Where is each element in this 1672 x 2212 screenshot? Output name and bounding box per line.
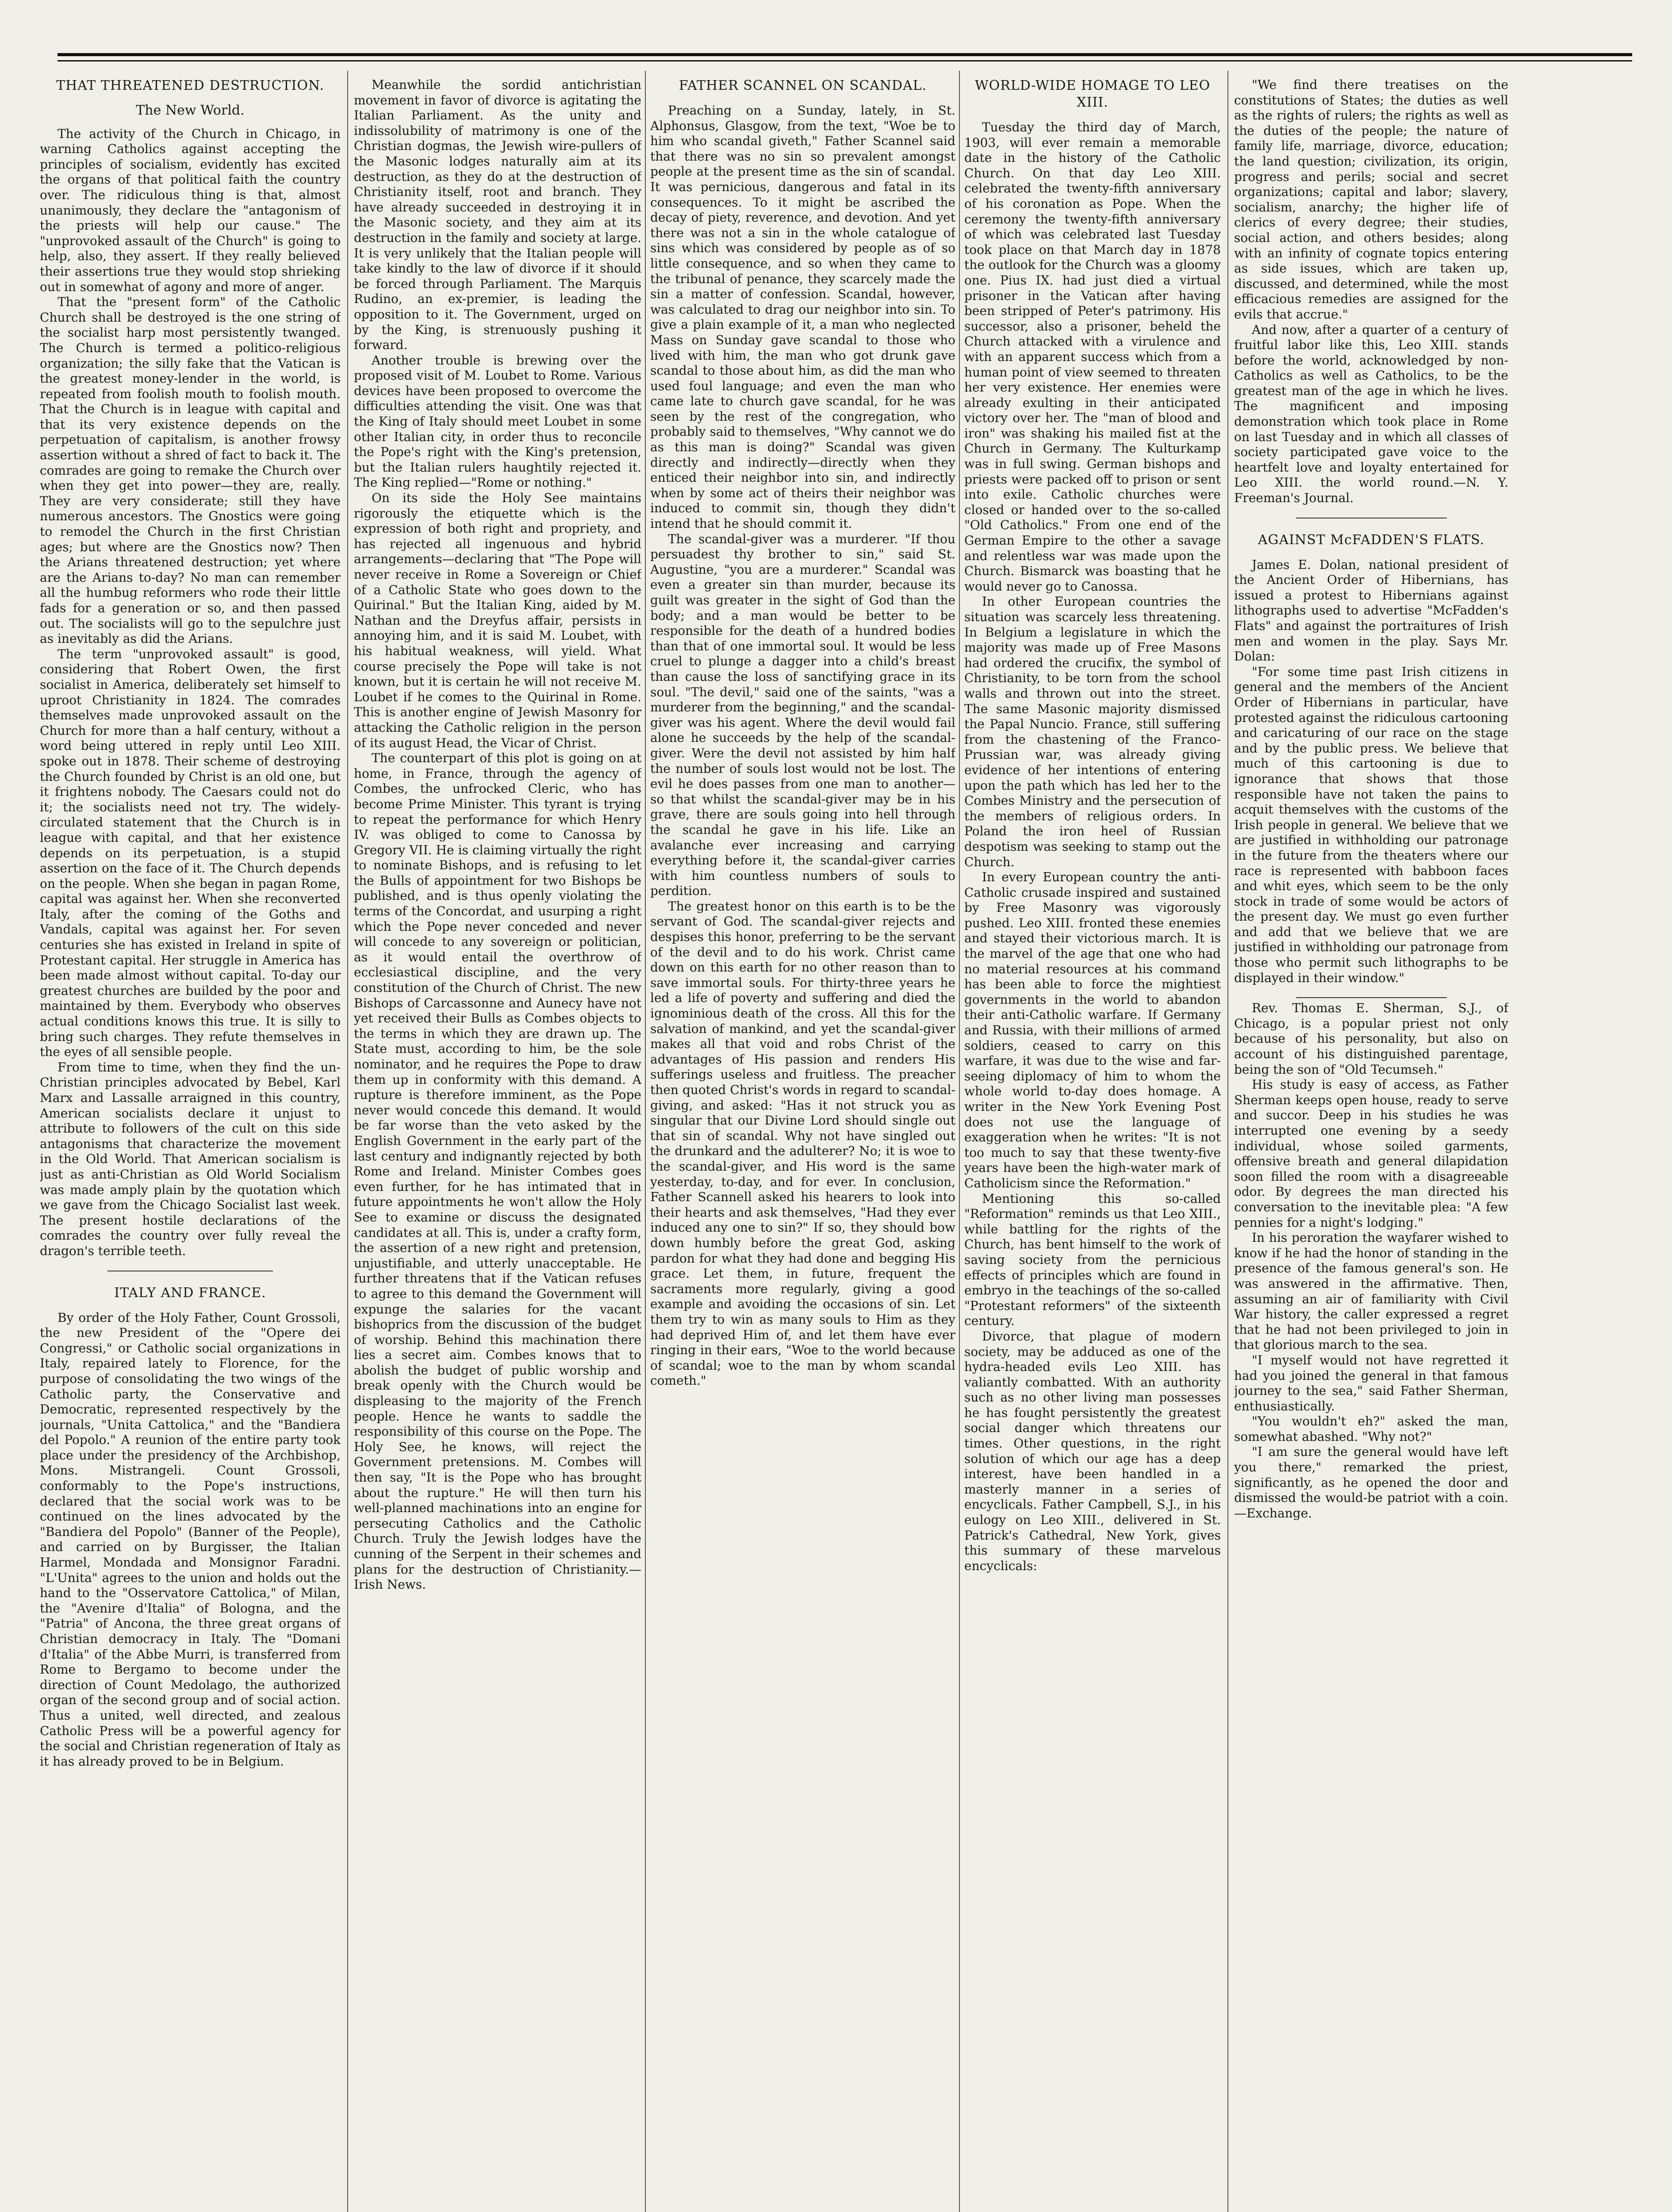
paragraph: The greatest honor on this earth is to be the servant of God. The scandal-giver rejects and despises this honor, preferring to be the servant of the devil and to do his work. Christ came down on this earth for no other reason than to save immortal souls. For thirty-three years he led a life of poverty and suffering and died the ignominious death of the cross. All this for the salvation of mankind, and yet the scandal-giver makes all that void and robs Christ of the advantages of His passion and renders His sufferings useless and fruitless. The preacher then quoted Christ's words in regard to scandal-giving, and asked: "Has it not struck you as singular that our Divine Lord should single out that sin of scandal. Why not have singled out the drunkard and the adulterer? No; it is woe to the scandal-giver, and His word is the same yesterday, to-day, and for ever. In conclusion, Father Scannell asked his hearers to look into their hearts and ask themselves, "Had they ever induced any one to sin?" If so, they should bow down humbly before the great God, asking pardon for what they had done and begging His grace. Let them, in future, frequent the sacraments more regularly, giving a good example and avoiding the occasions of sin. Let them try to win as many souls to Him as they had deprived Him of, and let them have ever ringing in their ears, "Woe to the world because of scandal; woe to the man by whom scandal cometh." [650, 899, 955, 1388]
article-divider [1296, 997, 1447, 998]
paragraph: The counterpart of this plot is going on at home, in France, through the agency of Combes, the unfrocked Cleric, who has become Prime Minister. This tyrant is trying to repeat the performance for which Henry IV. was obliged to come to Canossa by Gregory VII. He is claiming virtually the right to nominate Bishops, and is refusing to let the Bulls of appointment for two Bishops be published, and is thus openly violating the terms of the Concordat, and usurping a right which the Pope never conceded and never will concede to any sovereign or politician, as it would entail the overthrow of ecclesiastical discipline, and the very constitution of the Church of Christ. The new Bishops of Carcassonne and Aunecy have not yet received their Bulls as Combes objects to the terms in which they are drawn up. The State must, according to him, be the sole nominator, and he requires the Pope to draw them up in conformity with this demand. A rupture is therefore imminent, as the Pope never would concede this demand. It would be far worse than the veto asked by the English Government in the early part of the last century and indignantly rejected by both Rome and Ireland. Minister Combes goes even further, for he has intimated that in future appointments he won't allow the Holy See to examine or discuss the designated candidates at all. This is, under a crafty form, the assertion of a new right and pretension, unjustifiable, and utterly unacceptable. He further threatens that if the Vatican refuses to agree to this demand the Government will expunge the salaries for the vacant bishoprics from the discussion of the budget of worship. Behind this machination there lies a secret aim. Combes knows that to abolish the budget of public worship and break openly with the Church would be displeasing to the majority of the French people. Hence he wants to saddle the responsibility of this course on the Pope. The Holy See, he knows, will reject the Government pretensions. M. Combes will then say, "It is the Pope who has brought about the rupture." He will then turn his well-planned machinations into an engine for persecuting Catholics and the Catholic Church. Truly the Jewish lodges have the cunning of the Serpent in their schemes and plans for the destruction of Christianity.—Irish News. [354, 751, 641, 1592]
paragraph: Another trouble is brewing over the proposed visit of M. Loubet to Rome. Various devices have been proposed to overcome the difficulties attending the visit. One was that the King of Italy should meet Loubet in some other Italian city, in order thus to reconcile the Pope's right with the King's pretension, but the Italian rulers haughtily rejected it. The King replied—"Rome or nothing." [354, 353, 641, 490]
column-separator [959, 71, 960, 2212]
paragraph: "We find there treatises on the constitutions of States; the duties as well as the rights of rulers; the rights as well as the duties of the people; the nature of family life, marriage, divorce, education; the land question; civilization, its origin, progress and perils; social and secret organizations; capital and labor; slavery, socialism, anarchy; the higher life of clerics of every degree; their studies, social action, and others besides; along with an infinity of cognate topics entering as side issues, which are taken up, discussed, and determined, while the most efficacious remedies are assigned for the evils that accrue." [1234, 77, 1508, 322]
article-title-threatened: THAT THREATENED DESTRUCTION. [56, 78, 324, 93]
column-separator [1227, 71, 1228, 2212]
article-source: The New World. [136, 103, 245, 118]
paragraph: And now, after a quarter of a century of fruitful labor like this, Leo XIII. stands before the world, acknowledged by non-Catholics as well as Catholics, to be the greatest man of the age in which he lives. The magnificent and imposing demonstration which took place in Rome on last Tuesday and in which all classes of society participated gave voice to the heartfelt love and loyalty entertained for Leo XIII. the world round.—N. Y. Freeman's Journal. [1234, 322, 1508, 506]
article-title-homage: WORLD-WIDE HOMAGE TO LEO XIII. [974, 78, 1211, 110]
paragraph: In every European country the anti-Catholic crusade inspired and sustained by Free Masonry was vigorously pushed. Leo XIII. fronted these enemies and stayed their victorious march. It is the marvel of the age that one who had no material resources at his command has been able to force the mightiest governments in the world to abandon their anti-Catholic warfare. If Germany and Russia, with their millions of armed soldiers, ceased to carry on this warfare, it was due to the wise and far-seeing diplomacy of him to whom the whole world to-day does homage. A writer in the New York Evening Post does not use the language of exaggeration when he writes: "It is not too much to say that these twenty-five years have been the high-water mark of Catholicism since the Reformation." [964, 870, 1221, 1190]
paragraph: The activity of the Church in Chicago, in warning Catholics against accepting the principles of socialism, evidently has excited the organs of that political faith the country over. The ridiculous thing is that, almost unanimously, they declare the "antagonism of the priests will help our cause." The "unprovoked assault of the Church" is going to help, also, they assert. If they really believed their assertions true they would stop shrieking out in somewhat of agony and more of anger. [40, 126, 341, 294]
paragraph: Tuesday the third day of March, 1903, will ever remain a memorable date in the history of the Catholic Church. On that day Leo XIII. celebrated the twenty-fifth anniversary of his coronation as Pope. When the ceremony the twenty-fifth anniversary of which was celebrated last Tuesday took place on that March day in 1878 the outlook for the Church was a gloomy one. Pius IX. had just died a virtual prisoner in the Vatican after having been stripped of Peter's patrimony. His successor, also a prisoner, beheld the Church attacked with a virulence and with an apparent success which from a human point of view seemed to threaten her very existence. Her enemies were already exulting in their anticipated victory over her. The "man of blood and iron" was shaking his mailed fist at the Church in Germany. The Kulturkamp was in full swing. German bishops and priests were packed off to prison or sent into exile. Catholic churches were closed or handed over to the so-called "Old Catholics." From one end of the German Empire to the other a savage and relentless war was made upon the Church. Bismarck was boasting that he would never go to Canossa. [964, 120, 1221, 594]
article-title-scannel: FATHER SCANNEL ON SCANDAL. [679, 78, 927, 93]
paragraph: From time to time, when they find the un-Christian principles advocated by Bebel, Karl Marx and Lassalle arraigned in this country, American socialists declare it unjust to attribute to followers of the cult on this side antagonisms that characterize the movement in the Old World. That American socialism is just as anti-Christian as Old World Socialism was made amply plain by the quotation which we gave from the Chicago Socialist last week. The present hostile declarations of the comrades the country over fully reveal the dragon's terrible teeth. [40, 1060, 341, 1258]
paragraph: On its side the Holy See maintains rigorously the etiquette which is the expression of both right and propriety, and has rejected all ingenuous and hybrid arrangements—declaring that "The Pope will never receive in Rome a Sovereign or Chief of a Catholic State who goes down to the Quirinal." But the Italian King, aided by M. Nathan and the Dreyfus affair, persists in annoying him, and it is said M. Loubet, with his habitual weakness, will yield. What course precisely the Pope will take is not known, but it is certain he will not receive M. Loubet if he comes to the Quirinal in Rome. This is another engine of Jewish Masonry for attacking the Catholic religion in the person of its august Head, the Vicar of Christ. [354, 491, 641, 750]
column-2 [354, 77, 641, 2212]
paragraph: That the "present form" of the Catholic Church shall be destroyed is the one string of the socialist harp most persistently twanged. The Church is termed a politico-religious organization; the silly fake that the Vatican is the greatest money-lender in the world, is repeated from foolish mouth to foolish mouth. That the Church is in league with capital and that its very existence depends on the perpetuation of capitalism, is another frowsy assertion without a shred of fact to back it. The comrades are going to remake the Church over when they get into power—they are, really. They are very considerate; still they have numerous ancestors. The Gnostics were going to remodel the Church in the first Christian ages; but where are the Gnostics now? Then the Arians threatened destruction; yet where are the Arians to-day? No man can remember all the humbug reformers who rode their little fads for a generation or so, and then passed out. The socialists will go to the sepulchre just as inevitably as did the Arians. [40, 295, 341, 646]
paragraph: "For some time past Irish citizens in general and the members of the Ancient Order of Hibernians in particular, have protested against the ridiculous cartooning and caricaturing of our race on the stage and by the public press. We believe that much of this cartooning is due to ignorance that shows that those responsible have not taken the pains to acquit themselves with the customs of the Irish people in general. We believe that we are justified in withholding our patronage in the future from the theaters where our race is represented with babboon faces and whit eyes, which seem to be the only stock in trade of some would be actors of the present day. We must go even further and add that we believe that we are justified in withholding our patronage from those who permit such lithographs to be displayed in their window." [1234, 664, 1508, 985]
column-5 [1234, 77, 1508, 2212]
paragraph: James E. Dolan, national president of the Ancient Order of Hibernians, has issued a protest to Hibernians against lithographs used to advertise "McFadden's Flats" and against the portraitures of Irish men and women in the play. Says Mr. Dolan: [1234, 557, 1508, 664]
column-1 [40, 77, 341, 2212]
paragraph: "You wouldn't eh?" asked the man, somewhat abashed. "Why not?" [1234, 1414, 1508, 1444]
top-rule [58, 53, 1632, 56]
paragraph: Meanwhile the sordid antichristian movement in favor of divorce is agitating the Italian Parliament. As the unity and indissolubility of matrimony is one of the Christian dogmas, the Jewish wire-pullers of the Masonic lodges naturally aim at its destruction, as they do at the destruction of Christianity itself, root and branch. They have already succeeded in destroying it in the Masonic society, and they aim at its destruction in the family and society at large. It is very unlikely that the Italian people will take kindly to the law of divorce if it should be forced through Parliament. The Marquis Rudino, an ex-premier, is leading the opposition to it. The Government, urged on by the King, is strenuously pushing it forward. [354, 77, 641, 353]
paragraph: In his peroration the wayfarer wished to know if he had the honor of standing in the presence of the famous general's son. He was answered in the affirmative. Then, assuming an air of familiarity with Civil War history, the caller expressed a regret that he had not been privileged to join in that glorious march to the sea. [1234, 1230, 1508, 1352]
column-separator [347, 71, 348, 2212]
column-3 [650, 77, 955, 2212]
paragraph: The term "unprovoked assault" is good, considering that Robert Owen, the first socialist in America, deliberately set himself to uproot Christianity in 1824. The comrades themselves made unprovoked assault on the Church for more than a half century, without a word being uttered in reply until Leo XIII. spoke out in 1878. Their scheme of destroying the Church founded by Christ is an old one, but it frightens nobody. The Caesars could not do it; the socialists need not try. The widely-circulated statement that the Church is in league with capital, and that her existence depends on its perpetuation, is a stupid assertion on the face of it. The Church depends on the people. When she began in pagan Rome, capital was against her. When she reconverted Italy, after the coming of the Goths and Vandals, capital was against her. For seven centuries she has existed in Ireland in spite of Protestant capital. Her struggle in America has been made almost without capital. To-day our greatest churches are builded by the poor and maintained by them. Everybody who observes actual conditions knows this true. It is silly to bring such charges. They refute themselves in the eyes of all sensible people. [40, 646, 341, 1060]
top-rule-thin [58, 60, 1632, 61]
paragraph: "I myself would not have regretted it had you joined the general in that famous journey to the sea," said Father Sherman, enthusiastically. [1234, 1352, 1508, 1413]
paragraph: His study is easy of access, as Father Sherman keeps open house, ready to serve and succor. Deep in his studies he was interrupted one evening by a seedy individual, whose soiled garments, offensive breath and general dilapidation soon filled the room with a disagreeable odor. By degrees the man directed his conversation to the inevitable plea: "A few pennies for a night's lodging." [1234, 1077, 1508, 1230]
column-4 [964, 77, 1221, 2212]
paragraph: By order of the Holy Father, Count Grossoli, the new President of the "Opere dei Congressi," or Catholic social organizations in Italy, repaired lately to Florence, for the purpose of consolidating the two wings of the Catholic party, the Conservative and Democratic, represented respectively by the journals, "Unita Cattolica," and the "Bandiera del Popolo." A reunion of the entire party took place under the presidency of the Archbishop, Mons. Mistrangeli. Count Grossoli, conformably to the Pope's instructions, declared that the social work was to be continued on the lines advocated by the "Bandiera del Popolo" (Banner of the People), and carried on by Burgisser, the Italian Harmel, Mondada and Monsignor Faradni. "L'Unita" agrees to the union and holds out the hand to the "Osservatore Cattolica," of Milan, the "Avenire d'Italia" of Bologna, and the "Patria" of Ancona, the three great organs of Christian democracy in Italy. The "Domani d'Italia" of the Abbe Murri, is transferred from Rome to Bergamo to become under the direction of Count Medolago, the authorized organ of the second group and of social action. Thus a united, well directed, and zealous Catholic Press will be a powerful agency for the social and Christian regeneration of Italy as it has already proved to be in Belgium. [40, 1310, 341, 1769]
paragraph: "I am sure the general would have left you there," remarked the priest, significantly, as he opened the door and dismissed the would-be patriot with a coin.—Exchange. [1234, 1444, 1508, 1521]
article-title-italy: ITALY AND FRANCE. [114, 1285, 266, 1301]
paragraph: The scandal-giver was a murderer. "If thou persuadest thy brother to sin," said St. Augustine, "you are a murderer." Scandal was even a greater sin than murder, because its guilt was greater in the sight of God than the body; and a man would be better to be responsible for the death of a hundred bodies than that of one immortal soul. It would be less cruel to plunge a dagger into a child's breast than cause the loss of sanctifying grace in its soul. "The devil," said one of the saints, "was a murderer from the beginning," and the scandal-giver was his agent. Where the devil would fail alone he succeeds by the help of the scandal-giver. Were the devil not assisted by him half the number of souls lost would not be lost. The evil he does passes from one man to another—so that whilst the scandal-giver may be in his grave, there are souls going into hell through the scandal he gave in his life. Like an avalanche ever increasing and carrying everything before it, the scandal-giver carries with him countless numbers of souls to perdition. [650, 531, 955, 899]
column-separator [645, 71, 646, 2212]
article-title-mcfadden: AGAINST McFADDEN'S FLATS. [1258, 532, 1485, 548]
paragraph: Rev. Thomas E. Sherman, S.J., of Chicago, is a popular priest not only because of his personality, but also on account of his distinguished parentage, being the son of "Old Tecumseh." [1234, 1001, 1508, 1077]
paragraph: Preaching on a Sunday, lately, in St. Alphonsus, Glasgow, from the text, "Woe be to him who scandal giveth," Father Scannel said that there was no sin so prevalent amongst people at the present time as the sin of scandal. It was pernicious, dangerous and fatal in its consequences. To it might be ascribed the decay of piety, reverence, and devotion. And yet there was not a sin in the whole catalogue of sins which was considered by people as of so little consequence, and so when they came to the tribunal of penance, they scarcely made the sin a matter of confession. Scandal, however, was calculated to drag our neighbor into sin. To give a plain example of it, a man who neglected Mass on Sunday gave scandal to those who lived with him, the man who got drunk gave scandal to those about him, as did the man who used foul language; and even the man who came late to church gave scandal, for he was seen by the rest of the congregation, who probably said to themselves, "Why cannot we do as this man is doing?" Scandal was given directly and indirectly—directly when they enticed their neighbor into sin, and indirectly when by some act of theirs their neighbor was induced to commit sin, though they didn't intend that he should commit it. [650, 103, 955, 531]
paragraph: In other European countries the situation was scarcely less threatening. In Belgium a legislature in which the majority was made up of Free Masons had ordered the crucifix, the symbol of Christianity, to be torn from the school walls and thrown out into the street. The same Masonic majority dismissed the Papal Nuncio. France, still suffering from the chastening of the Franco-Prussian war, was already giving evidence of her intentions of entering upon the path which has led her to the Combes Ministry and the persecution of the members of religious orders. In Poland the iron heel of Russian despotism was seeking to stamp out the Church. [964, 594, 1221, 869]
paragraph: Divorce, that plague of modern society, may be adduced as one of the hydra-headed evils Leo XIII. has valiantly combatted. With an authority such as no other living man possesses he has fought persistently the greatest social danger which threatens our times. Other questions, in the right solution of which our age has a deep interest, have been handled in a masterly manner in a series of encyclicals. Father Campbell, S.J., in his eulogy on Leo XIII., delivered in St. Patrick's Cathedral, New York, gives this summary of these marvelous encyclicals: [964, 1329, 1221, 1573]
paragraph: Mentioning this so-called "Reformation" reminds us that Leo XIII., while battling for the rights of the Church, has bent himself to the work of saving society from the pernicious effects of principles which are found in embryo in the teachings of the so-called "Protestant reformers" of the sixteenth century. [964, 1191, 1221, 1329]
